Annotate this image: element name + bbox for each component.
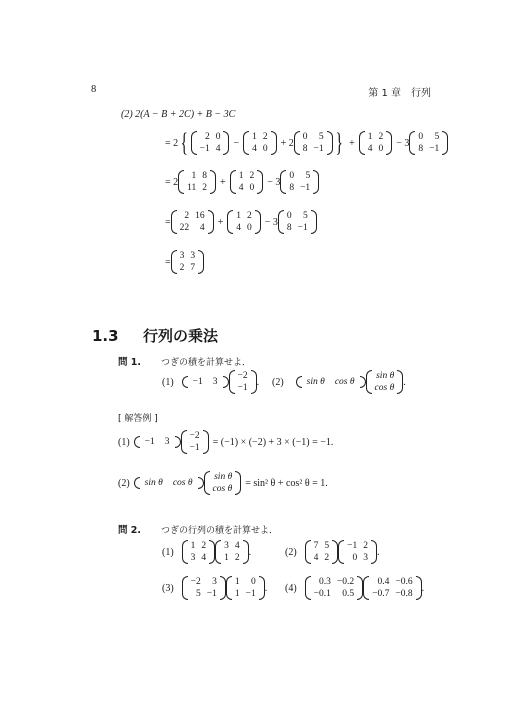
matrix-cell: sin θ: [214, 472, 233, 482]
matrix-cell: 2: [247, 211, 252, 221]
part-label: (1): [118, 436, 130, 448]
matrix-cell: −1: [297, 223, 308, 233]
matrix-cell: 5: [318, 132, 324, 142]
question-2: [118, 520, 278, 538]
matrix-cell: −0.6: [395, 577, 413, 587]
matrix-cell: −0.2: [336, 577, 355, 587]
matrix-cell: 0: [286, 211, 292, 221]
operator: − 3: [396, 137, 410, 149]
matrix-cell: −2: [237, 371, 248, 381]
matrix: [182, 540, 216, 564]
matrix-cell: 0: [262, 144, 268, 154]
matrix-cell: 2: [324, 553, 330, 563]
matrix-cell: 1: [252, 132, 257, 142]
answer-1: [118, 430, 333, 454]
problem-2-line-4: [165, 250, 204, 274]
matrix-cell: 2: [204, 132, 210, 142]
period: .: [421, 582, 425, 594]
matrix-cell: 8: [418, 144, 424, 154]
part-label: (4): [285, 582, 297, 594]
question-label: 問 2.: [118, 525, 142, 536]
matrix-cell: 0: [251, 577, 256, 587]
matrix: [171, 210, 214, 234]
matrix: [178, 170, 216, 194]
eq-sign: = 2: [165, 137, 179, 149]
matrix: [305, 540, 339, 564]
matrix-cell: 2: [249, 171, 255, 181]
matrix-cell: 8: [202, 171, 208, 181]
matrix-cell: 0: [352, 553, 358, 563]
operator: − 3: [267, 176, 281, 188]
matrix-cell: 5: [196, 589, 201, 599]
matrix-cell: 4: [234, 541, 240, 551]
page-number: 8: [91, 84, 97, 95]
problem-2-line-2: [165, 170, 319, 194]
period: .: [377, 546, 380, 558]
row-vector: [134, 436, 181, 448]
matrix-cell: 2: [202, 183, 208, 193]
matrix-cell: 2: [184, 211, 190, 221]
part-label: (3): [162, 582, 174, 594]
matrix-cell: 0: [418, 132, 424, 142]
matrix-cell: 1: [224, 553, 229, 563]
part-label: (1): [162, 546, 174, 558]
answer-heading: [ 解答例 ]: [118, 414, 158, 424]
matrix-cell: 4: [238, 183, 244, 193]
part-label: (2): [272, 376, 284, 388]
operator: +: [217, 216, 224, 228]
matrix-cell: 22: [179, 223, 190, 233]
matrix-cell: 5: [303, 211, 308, 221]
operator: +: [220, 176, 226, 188]
row-vector: [296, 376, 366, 388]
question-1-part-2: [272, 370, 406, 394]
matrix-cell: 2: [363, 541, 369, 551]
matrix-cell: 3: [224, 541, 229, 551]
matrix-cell: 0: [247, 223, 252, 233]
matrix-cell: 0: [302, 132, 308, 142]
operator: + 2: [280, 137, 294, 149]
matrix-cell: −1: [300, 183, 311, 193]
matrix-cell: 3: [363, 553, 369, 563]
vector-cell: cos θ: [334, 377, 355, 387]
matrix: [215, 540, 249, 564]
matrix-cell: 4: [199, 223, 205, 233]
matrix-cell: 2: [234, 553, 240, 563]
period: .: [248, 546, 252, 558]
section-heading: [92, 325, 218, 346]
question-1-part-1: [162, 370, 259, 394]
matrix-cell: 4: [236, 223, 242, 233]
matrix-cell: 16: [195, 211, 205, 221]
matrix-cell: −1: [206, 589, 217, 599]
matrix-cell: 1: [236, 211, 242, 221]
matrix-cell: 0: [215, 132, 221, 142]
matrix-cell: 0: [289, 171, 295, 181]
matrix-cell: 4: [252, 144, 257, 154]
matrix-cell: 1: [190, 541, 196, 551]
operator: − 3: [264, 216, 278, 228]
operator: +: [349, 137, 355, 149]
operator: −: [233, 137, 240, 149]
matrix-cell: 11: [187, 183, 197, 193]
matrix-cell: 0.4: [377, 577, 390, 587]
row-vector: [182, 376, 229, 388]
question-2-part-4: [285, 576, 424, 600]
matrix-cell: 1: [367, 132, 373, 142]
section-number: 1.3: [92, 327, 119, 345]
matrix-cell: 3: [190, 553, 196, 563]
vector-cell: 3: [212, 377, 218, 387]
eq-sign: =: [165, 256, 171, 268]
matrix-cell: −1: [429, 144, 440, 154]
eq-sign: = 2: [165, 176, 179, 188]
vector-cell: cos θ: [172, 478, 193, 488]
matrix-cell: 1: [234, 589, 240, 599]
matrix-cell: 2: [201, 541, 207, 551]
matrix: [359, 131, 393, 155]
matrix-cell: 4: [367, 144, 373, 154]
problem-2-label: (2) 2(A − B + 2C) + B − 3C: [121, 109, 236, 120]
period: .: [264, 582, 268, 594]
matrix-cell: 2: [262, 132, 268, 142]
problem-2-line-1: [165, 130, 448, 156]
matrix: [243, 131, 277, 155]
matrix: [227, 210, 261, 234]
matrix-cell: 3: [179, 251, 185, 261]
matrix-cell: −1: [245, 589, 256, 599]
matrix-cell: 4: [313, 553, 319, 563]
matrix: [191, 131, 230, 155]
matrix-cell: −1: [199, 144, 210, 154]
matrix-cell: 3: [212, 577, 217, 587]
question-text: つぎの行列の積を計算せよ．: [161, 526, 279, 536]
matrix-cell: sin θ: [376, 371, 395, 381]
matrix: [305, 576, 363, 600]
period: .: [403, 376, 406, 388]
left-brace: {: [180, 128, 189, 157]
problem-2-line-3: [165, 210, 317, 234]
matrix-cell: 7: [190, 263, 196, 273]
matrix: [226, 576, 265, 600]
question-1: [118, 352, 251, 370]
matrix-cell: 3: [190, 251, 196, 261]
matrix: [278, 210, 317, 234]
chapter-header: 第 1 章 行列: [368, 88, 431, 99]
matrix-cell: 1: [191, 171, 197, 181]
vector-cell: −1: [144, 437, 155, 447]
part-label: (1): [162, 376, 174, 388]
matrix-cell: −1: [237, 383, 248, 393]
matrix-cell: 1: [238, 171, 244, 181]
matrix-cell: 4: [215, 144, 221, 154]
matrix-cell: 0: [378, 144, 384, 154]
part-label: (2): [118, 477, 130, 489]
answer-result: = (−1) × (−2) + 3 × (−1) = −1.: [212, 436, 334, 448]
section-title: 行列の乗法: [143, 327, 219, 345]
matrix: [171, 250, 205, 274]
matrix-cell: −0.1: [313, 589, 331, 599]
matrix-cell: 7: [313, 541, 319, 551]
eq-sign: =: [165, 216, 171, 228]
vector-cell: sin θ: [306, 377, 325, 387]
question-2-part-3: [162, 576, 267, 600]
answer-result: = sin² θ + cos² θ = 1.: [245, 477, 328, 489]
vector-cell: sin θ: [144, 478, 163, 488]
matrix-cell: 1: [234, 577, 240, 587]
matrix-cell: cos θ: [374, 383, 395, 393]
matrix-cell: −2: [190, 577, 201, 587]
matrix-cell: 8: [289, 183, 295, 193]
question-text: つぎの積を計算せよ．: [161, 358, 252, 368]
matrix-cell: −1: [189, 443, 200, 453]
column-vector: [181, 430, 209, 454]
matrix: [280, 170, 319, 194]
vector-cell: 3: [164, 437, 170, 447]
matrix-cell: 8: [302, 144, 308, 154]
matrix-cell: 5: [324, 541, 330, 551]
column-vector: [366, 370, 404, 394]
matrix-cell: 8: [286, 223, 292, 233]
matrix-cell: −1: [347, 541, 358, 551]
question-2-part-1: [162, 540, 251, 564]
matrix-cell: 0.5: [342, 589, 355, 599]
matrix-cell: 5: [434, 132, 440, 142]
matrix: [409, 131, 448, 155]
question-label: 問 1.: [118, 357, 142, 368]
matrix: [230, 170, 264, 194]
column-vector: [229, 370, 257, 394]
matrix: [363, 576, 421, 600]
matrix: [338, 540, 377, 564]
row-vector: [134, 477, 204, 489]
matrix-cell: −0.8: [395, 589, 413, 599]
matrix-cell: 4: [201, 553, 207, 563]
part-label: (2): [285, 546, 297, 558]
matrix-cell: 5: [305, 171, 311, 181]
vector-cell: −1: [192, 377, 203, 387]
question-2-part-2: [285, 540, 380, 564]
matrix-cell: 0.3: [319, 577, 331, 587]
matrix: [182, 576, 226, 600]
matrix-cell: −0.7: [372, 589, 390, 599]
answer-2: [118, 471, 328, 495]
right-brace: }: [335, 128, 343, 157]
column-vector: [204, 471, 242, 495]
matrix-cell: 0: [249, 183, 255, 193]
matrix-cell: 2: [378, 132, 384, 142]
matrix-cell: −2: [189, 431, 200, 441]
period: .: [256, 376, 260, 388]
matrix: [294, 131, 333, 155]
matrix-cell: 2: [179, 263, 185, 273]
matrix-cell: −1: [313, 144, 324, 154]
matrix-cell: cos θ: [212, 484, 233, 494]
